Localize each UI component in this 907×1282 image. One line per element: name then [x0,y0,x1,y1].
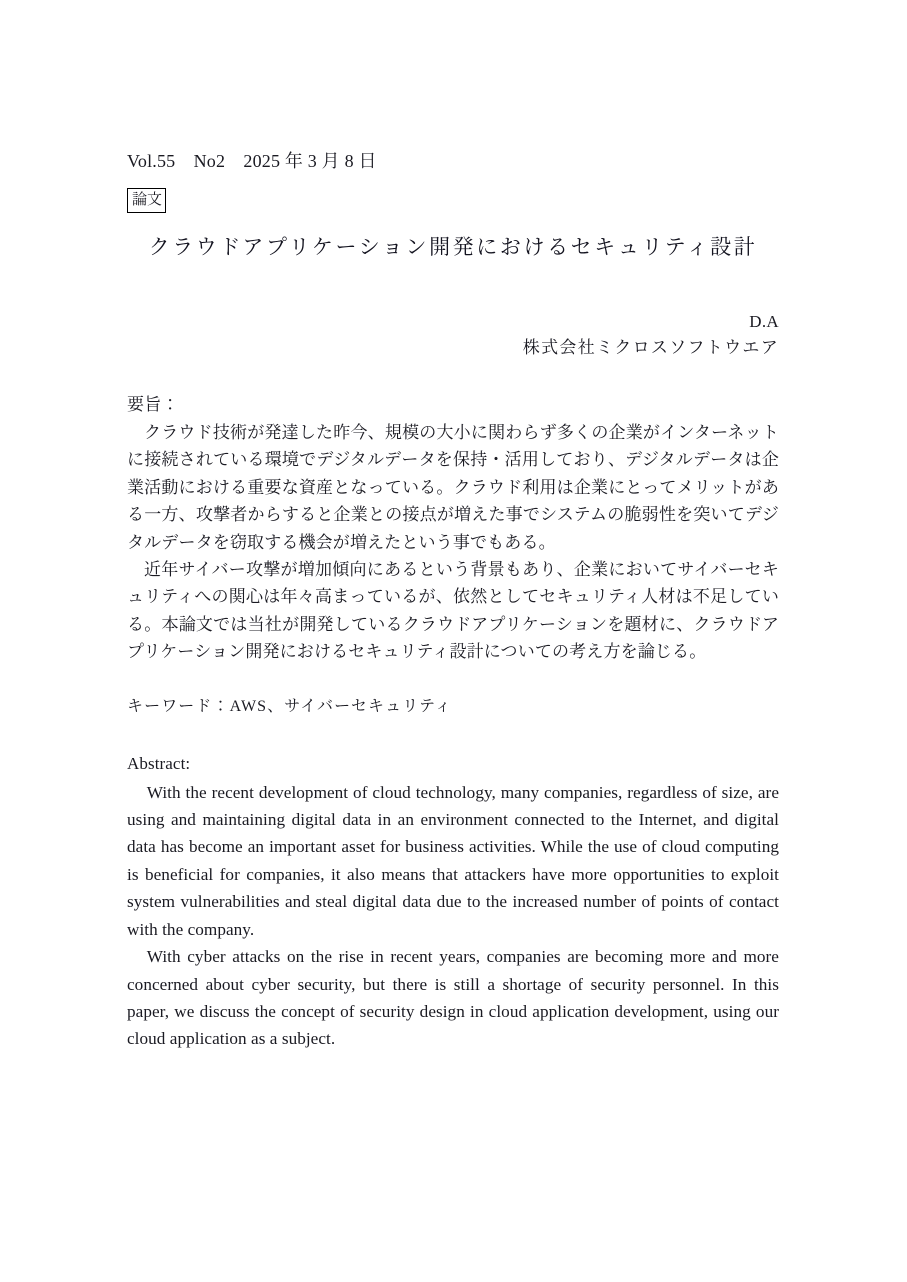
page-title: クラウドアプリケーション開発におけるセキュリティ設計 [148,235,758,259]
article-type-badge: 論文 [127,188,166,213]
abstract-japanese [127,391,779,666]
abstract-japanese-paragraph-1: クラウド技術が発達した昨今、規模の大小に関わらず多くの企業がインターネットに接続されている環境でデジタルデータを保持・活用しており、デジタルデータは企業活動における重要な資産となっている。クラウド利用は企業にとってメリットがある一方、攻撃者からすると企業との接点が増えた事でシステムの脆弱性を突いてデジタルデータを窃取する機会が増えたという事でもある。 [127,423,779,552]
byline [127,309,779,361]
document-content-column [127,148,779,1053]
abstract-japanese-paragraph-2: 近年サイバー攻撃が増加傾向にあるという背景もあり、企業においてサイバーセキュリティへの関心は年々高まっているが、依然としてセキュリティ人材は不足している。本論文では当社が開発しているクラウドアプリケーションを題材に、クラウドアプリケーション開発におけるセキュリティ設計についての考え方を論じる。 [127,560,779,662]
abstract-english-paragraph-1: With the recent development of cloud technology, many companies, regardless of size, are using and maintaining digital data in an environment connected to the Internet, and digital data has become an important asset for business activities. While the use of cloud computing is beneficial for companies, it also means that attackers have more opportunities to exploit system vulnerabilities and steal digital data due to the increased number of points of contact with the company. [127,782,779,939]
keywords-line: キーワード：AWS、サイバーセキュリティ [127,697,452,715]
abstract-english-label: Abstract: [127,753,191,773]
masthead-volume-date: Vol.55 No2 2025 年 3 月 8 日 [127,151,377,171]
abstract-english-paragraph-2: With cyber attacks on the rise in recent years, companies are becoming more and more concerned about cyber security, but there is still a shortage of security personnel. In this paper, we discuss the concept of security design in cloud application development, using our cloud application as a subject. [127,947,779,1049]
abstract-japanese-label: 要旨： [127,395,179,414]
abstract-english [127,750,779,1053]
author-affiliation: 株式会社ミクロスソフトウエア [522,338,779,357]
article-type-badge-row [127,188,779,213]
author-name: D.A [749,312,779,331]
